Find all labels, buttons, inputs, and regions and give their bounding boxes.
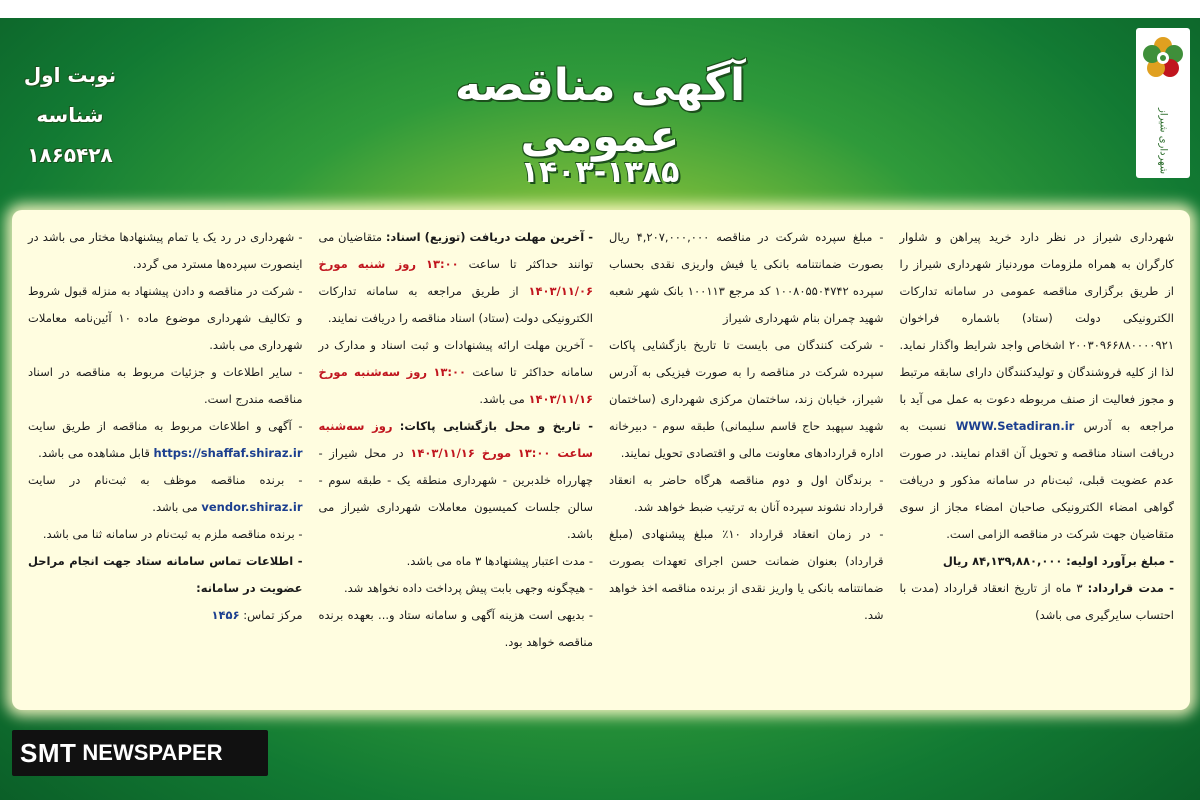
- reject-paragraph: - شهرداری در رد یک یا تمام پیشنهادها مختار می باشد در اینصورت سپرده‌ها مسترد می گردد.: [28, 230, 303, 271]
- deadline-day: روز شنبه: [357, 257, 417, 271]
- vendor-rest: می باشد.: [152, 500, 198, 514]
- acceptance-paragraph: - شرکت در مناقصه و دادن پیشنهاد به منزله قبول شروط و تکالیف شهرداری موضوع ماده ۱۰ آئین‌نامه معاملات شهرداری می باشد.: [28, 284, 303, 352]
- opening-rest: در محل شیراز - چهارراه خلدبرین - شهرداری منطقه یک - طبقه سوم - سالن جلسات کمیسیون معاملات شهرداری شیراز می باشد.: [318, 446, 593, 541]
- call-center-number: ۱۴۵۶: [211, 608, 240, 622]
- deadline-date: مورخ ۱۴۰۳/۱۱/۰۶: [318, 257, 593, 298]
- vendor-link[interactable]: vendor.shiraz.ir: [201, 500, 303, 514]
- shaffaf-link[interactable]: https://shaffaf.shiraz.ir: [153, 446, 303, 460]
- site-rest: قابل مشاهده می باشد.: [38, 446, 150, 460]
- flower-emblem-icon: [1141, 34, 1185, 104]
- ad-years: ۱۴۰۳-۱۳۸۵: [520, 155, 680, 190]
- deadline-text: متقاضیان می توانند حداکثر تا ساعت: [318, 230, 594, 271]
- site-text: - آگهی و اطلاعات مربوط به مناقصه از طریق سایت: [28, 419, 303, 433]
- deadline-label: - آخرین مهلت دریافت (توزیع) اسناد:: [385, 230, 594, 244]
- vendor-text: - برنده مناقصه موظف به ثبت‌نام در سایت: [28, 473, 303, 487]
- column-3: [311, 224, 602, 702]
- nobat-label: نوبت اول: [23, 63, 117, 87]
- intro-text-2: نسبت به دریافت اسناد مناقصه و تحویل آن اقدام نمایند. در صورت عدم عضویت قبلی، ثبت‌نام در سامانه مذکور و دریافت گواهی امضاء الکترونیکی صاحبان امضاء مجاز از سوی متقاضیان جهت شرکت در مناقصه الزامی است.: [899, 419, 1174, 541]
- shiraz-municipality-logo: [1136, 28, 1190, 178]
- opening-day: روز سه‌شنبه: [318, 419, 393, 433]
- prepayment-paragraph: - هیچگونه وجهی بابت پیش پرداخت داده نخواهد شد.: [343, 581, 593, 595]
- call-center-label: مرکز تماس:: [243, 608, 303, 622]
- amount-value: ۸۴,۱۳۹,۸۸۰,۰۰۰ ریال: [942, 554, 1063, 568]
- validity-paragraph: - مدت اعتبار پیشنهادها ۳ ماه می باشد.: [406, 554, 593, 568]
- opening-time: ساعت ۱۳:۰۰: [517, 446, 593, 460]
- submission-day: روز سه‌شنبه: [354, 365, 428, 379]
- submission-date: مورخ ۱۴۰۳/۱۱/۱۶: [318, 365, 593, 406]
- deposit-paragraph: - مبلغ سپرده شرکت در مناقصه ۴,۲۰۷,۰۰۰,۰۰۰ ریال بصورت ضمانتنامه بانکی یا فیش واریزی نقدی بحساب سپرده ۱۰۰۸۰۵۵۰۴۷۴۲ کد مرجع ۱۰۰۱۱۳ بانک شهر شعبه شهید چمران بنام شهرداری شیراز: [609, 230, 884, 325]
- logo-caption: شهرداری شیراز: [1157, 108, 1169, 175]
- opening-label: - تاریخ و محل بازگشایی پاکات:: [399, 419, 593, 433]
- info-paragraph: - سایر اطلاعات و جزئیات مربوط به مناقصه در اسناد مناقصه مندرج است.: [28, 365, 303, 406]
- duration-value: ۳ ماه از تاریخ انعقاد قرارداد (مدت با احتساب سایرگیری می باشد): [899, 581, 1174, 622]
- shenaseh-label: شناسه ۱۸۶۵۴۲۸: [27, 103, 113, 167]
- sana-paragraph: - برنده مناقصه ملزم به ثبت‌نام در سامانه ثنا می باشد.: [42, 527, 303, 541]
- smt-newspaper-watermark: [12, 730, 268, 776]
- column-4: [20, 224, 311, 702]
- submission-text: - آخرین مهلت ارائه پیشنهادات و ثبت اسناد و مدارک در سامانه حداکثر تا ساعت: [318, 338, 594, 379]
- amount-label: - مبلغ برآورد اولیه:: [1066, 554, 1174, 568]
- column-2: [601, 224, 892, 702]
- deadline-time: ۱۳:۰۰: [425, 257, 459, 271]
- opening-date: مورخ ۱۴۰۳/۱۱/۱۶: [410, 446, 512, 460]
- ad-body: [12, 210, 1190, 710]
- intro-text: شهرداری شیراز در نظر دارد خرید پیراهن و شلوار کارگران به همراه ملزومات موردنیاز شهرداری شیراز را از طریق برگزاری مناقصه عمومی در سامانه تدارکات الکترونیکی دولت (ستاد) باشماره فراخوان ۲۰۰۳۰۹۶۶۸۸۰۰۰۰۹۲۱ اشخاص واجد شرایط واگذار نماید. لذا از کلیه فروشندگان و تولیدکنندگان دارای سابقه مرتبط و مجوز فعالیت از صنف مربوطه دعوت به عمل می آید با مراجعه به آدرس: [899, 230, 1175, 433]
- ad-title: آگهی مناقصه عمومی: [454, 60, 746, 162]
- setad-link[interactable]: WWW.Setadiran.ir: [955, 419, 1075, 433]
- winners-paragraph: - برندگان اول و دوم مناقصه هرگاه حاضر به انعقاد قرارداد نشوند سپرده آنان به ترتیب ضبط خواهد شد.: [609, 473, 884, 514]
- guarantee-paragraph: - در زمان انعقاد قرارداد ۱۰٪ مبلغ پیشنهادی (مبلغ قرارداد) بعنوان ضمانت حسن اجرای تعهدات بصورت ضمانتنامه بانکی یا واریز نقدی از برنده مناقصه اخذ خواهد شد.: [609, 527, 884, 622]
- brand-newspaper: NEWSPAPER: [82, 740, 223, 765]
- contact-heading: - اطلاعات تماس سامانه ستاد جهت انجام مراحل عضویت در سامانه:: [28, 554, 303, 595]
- deposit-delivery-paragraph: - شرکت کنندگان می بایست تا تاریخ بازگشایی پاکات سپرده شرکت در مناقصه را به صورت فیزیکی به آدرس شیراز، خیابان زند، ساختمان مرکزی شهرداری (ساختمان شهید سپهبد حاج قاسم سلیمانی) طبقه سوم - دبیرخانه اداره قراردادهای معاونت مالی و اقتصادی تحویل نمایند.: [609, 338, 884, 460]
- submission-rest: می باشد.: [479, 392, 525, 406]
- column-1: [892, 224, 1183, 702]
- deadline-rest: از طریق مراجعه به سامانه تدارکات الکترونیکی دولت (ستاد) اسناد مناقصه را دریافت نمایند.: [318, 284, 593, 325]
- publication-info: [10, 55, 130, 175]
- brand-smt: SMT: [20, 737, 77, 768]
- duration-label: - مدت قرارداد:: [1087, 581, 1174, 595]
- submission-time: ۱۳:۰۰: [433, 365, 467, 379]
- cost-paragraph: - بدیهی است هزینه آگهی و سامانه ستاد و... بعهده برنده مناقصه خواهد بود.: [318, 608, 593, 649]
